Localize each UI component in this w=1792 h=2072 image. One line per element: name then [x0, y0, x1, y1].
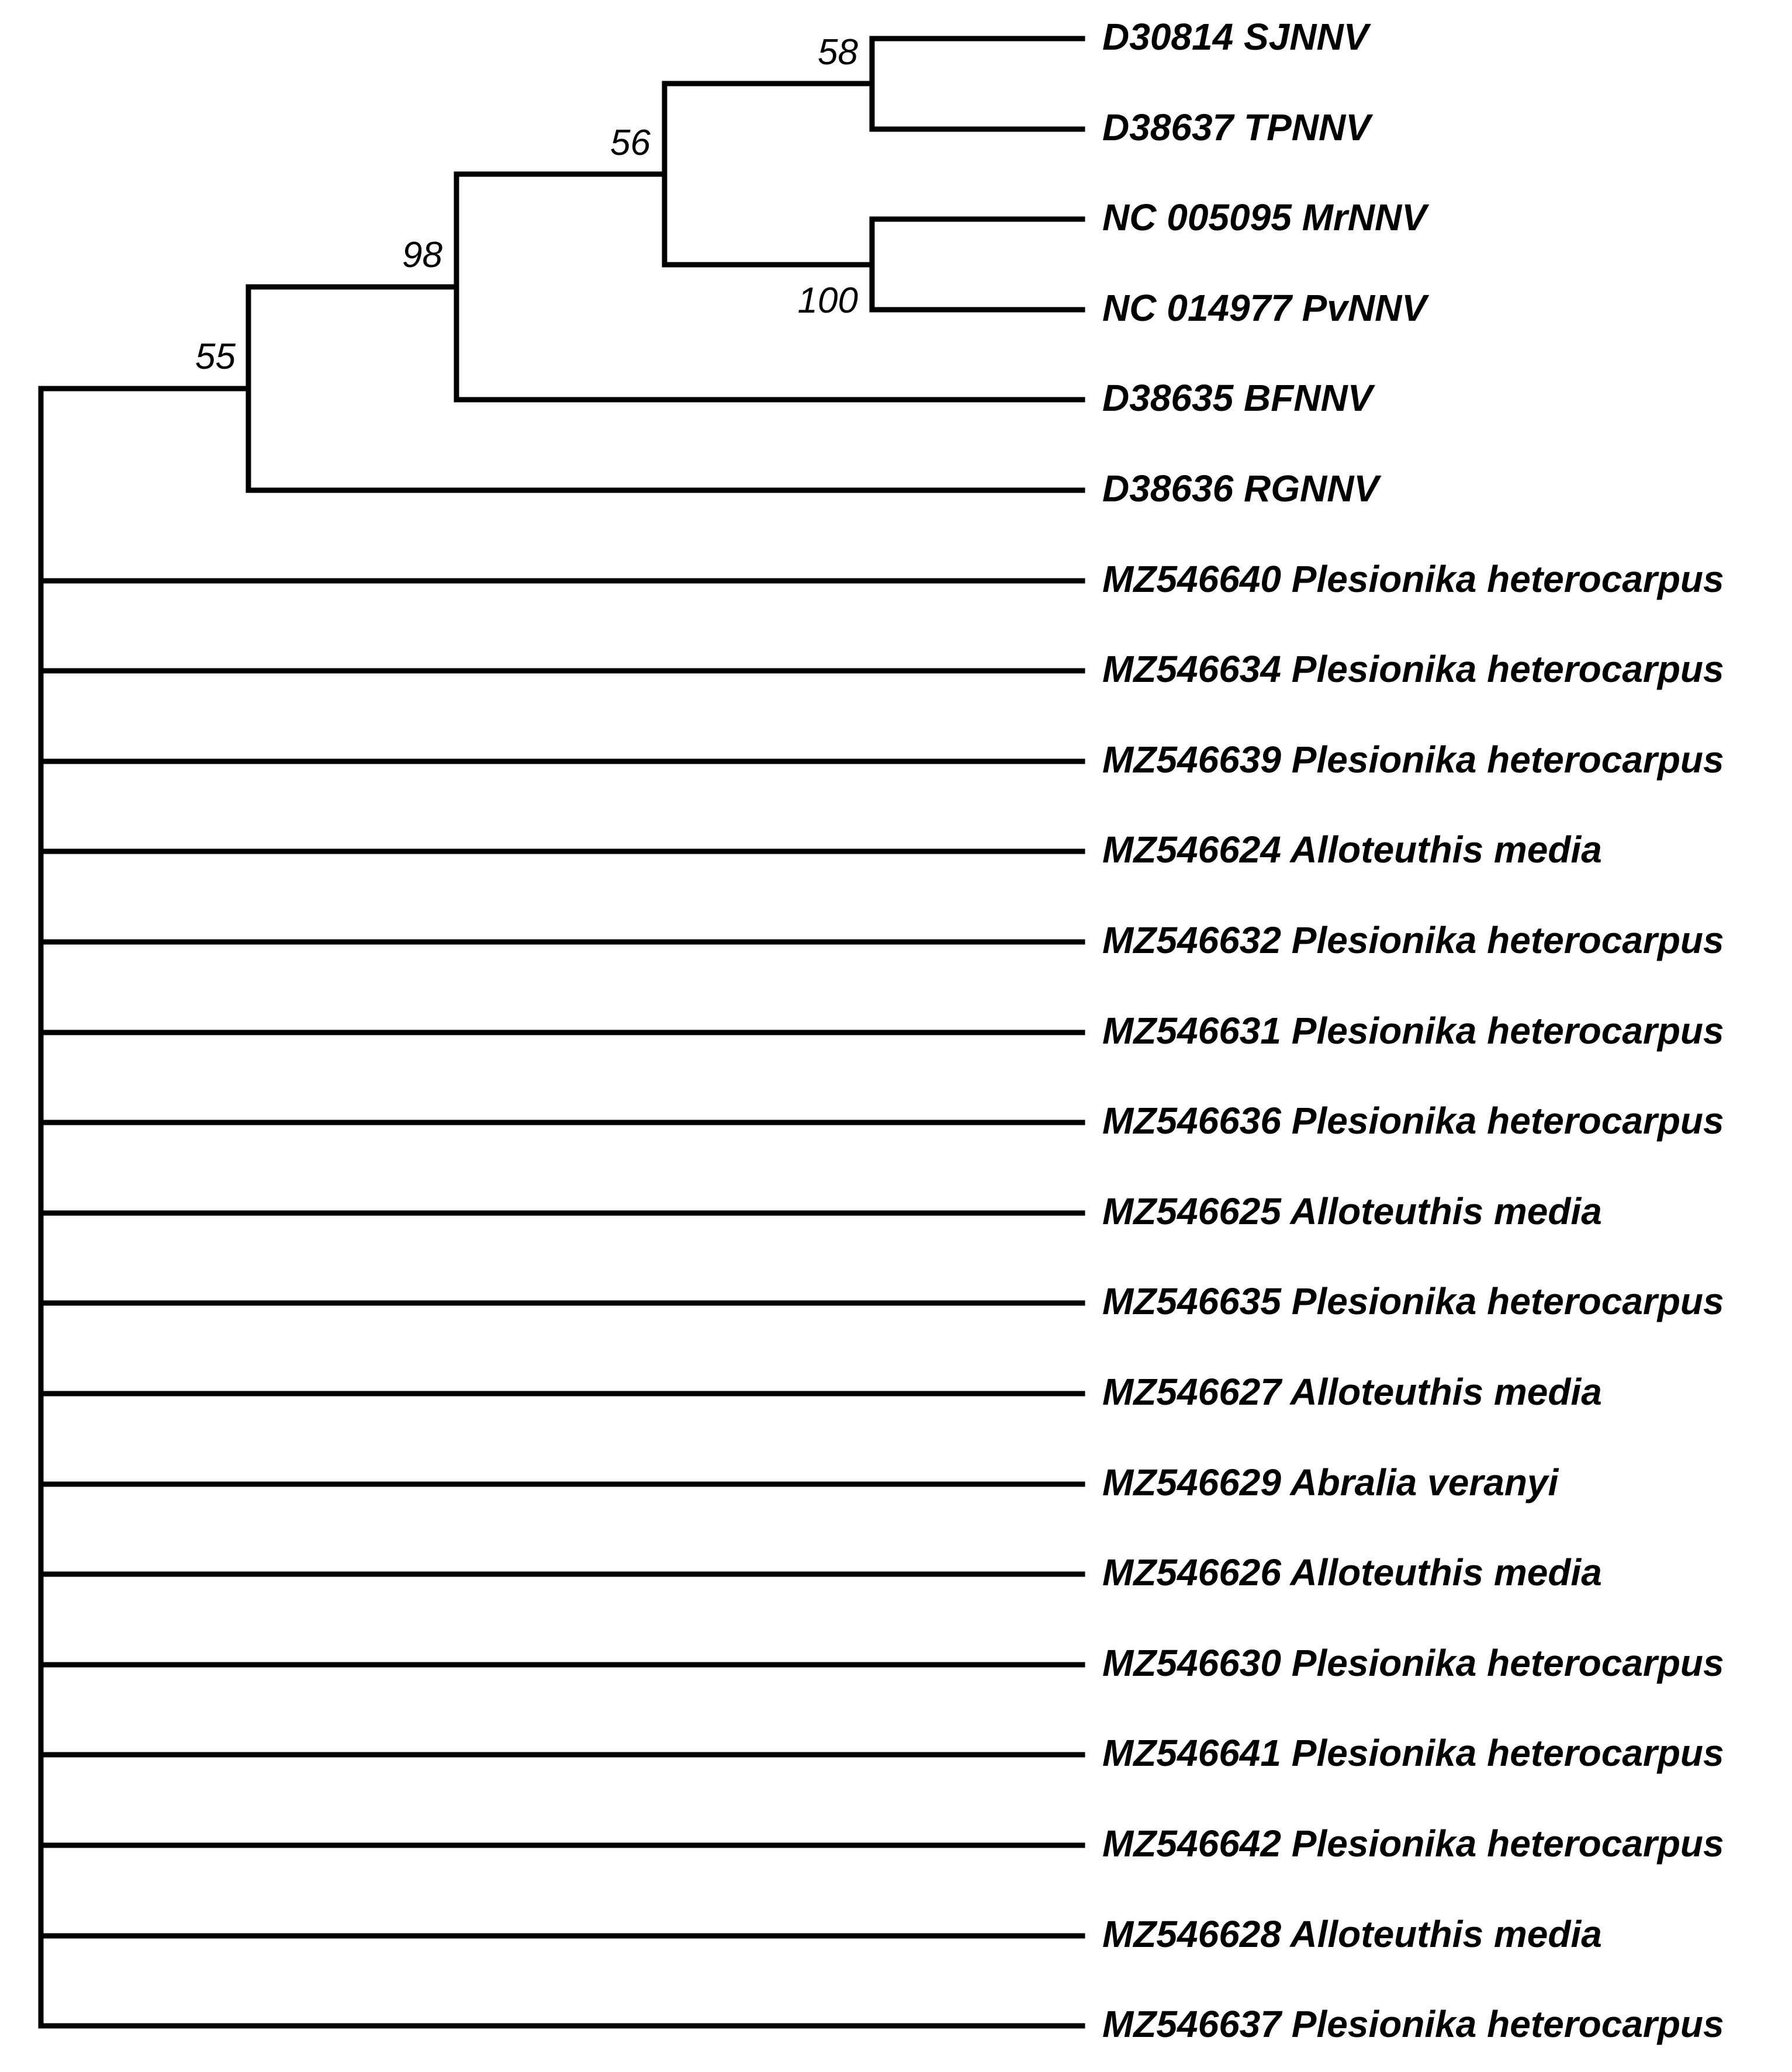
leaf-label: MZ546625 Alloteuthis media	[1102, 1190, 1602, 1232]
leaf-label: NC 005095 MrNNV	[1102, 196, 1427, 238]
leaf-label: MZ546636 Plesionika heterocarpus	[1102, 1099, 1724, 1142]
leaf-label: D38636 RGNNV	[1102, 467, 1379, 510]
leaf-label: MZ546631 Plesionika heterocarpus	[1102, 1009, 1724, 1052]
bootstrap-value-node98: 98	[402, 235, 442, 275]
leaf-label: MZ546624 Alloteuthis media	[1102, 828, 1602, 871]
leaf-label: MZ546637 Plesionika heterocarpus	[1102, 2002, 1724, 2045]
leaf-label: NC 014977 PvNNV	[1102, 286, 1427, 329]
leaf-label: MZ546626 Alloteuthis media	[1102, 1551, 1602, 1593]
leaf-label: MZ546630 Plesionika heterocarpus	[1102, 1641, 1724, 1684]
leaf-label: D38637 TPNNV	[1102, 106, 1371, 148]
bootstrap-value-node56: 56	[610, 123, 651, 163]
leaf-label: MZ546629 Abralia veranyi	[1102, 1461, 1559, 1503]
leaf-label: D38635 BFNNV	[1102, 376, 1373, 419]
leaf-labels	[1102, 16, 1724, 2045]
bootstrap-value-node55: 55	[195, 337, 236, 377]
bootstrap-value-node58: 58	[818, 32, 858, 72]
leaf-label: MZ546632 Plesionika heterocarpus	[1102, 919, 1724, 961]
leaf-label: MZ546627 Alloteuthis media	[1102, 1370, 1602, 1413]
leaf-label: D30814 SJNNV	[1102, 15, 1369, 58]
leaf-label: MZ546639 Plesionika heterocarpus	[1102, 738, 1724, 781]
leaf-label: MZ546634 Plesionika heterocarpus	[1102, 647, 1724, 690]
leaf-label: MZ546635 Plesionika heterocarpus	[1102, 1280, 1724, 1322]
bootstrap-value-node100: 100	[797, 280, 858, 321]
leaf-label: MZ546641 Plesionika heterocarpus	[1102, 1731, 1724, 1774]
leaf-label: MZ546640 Plesionika heterocarpus	[1102, 557, 1724, 600]
leaf-label: MZ546642 Plesionika heterocarpus	[1102, 1822, 1724, 1865]
leaf-label: MZ546628 Alloteuthis media	[1102, 1912, 1602, 1955]
